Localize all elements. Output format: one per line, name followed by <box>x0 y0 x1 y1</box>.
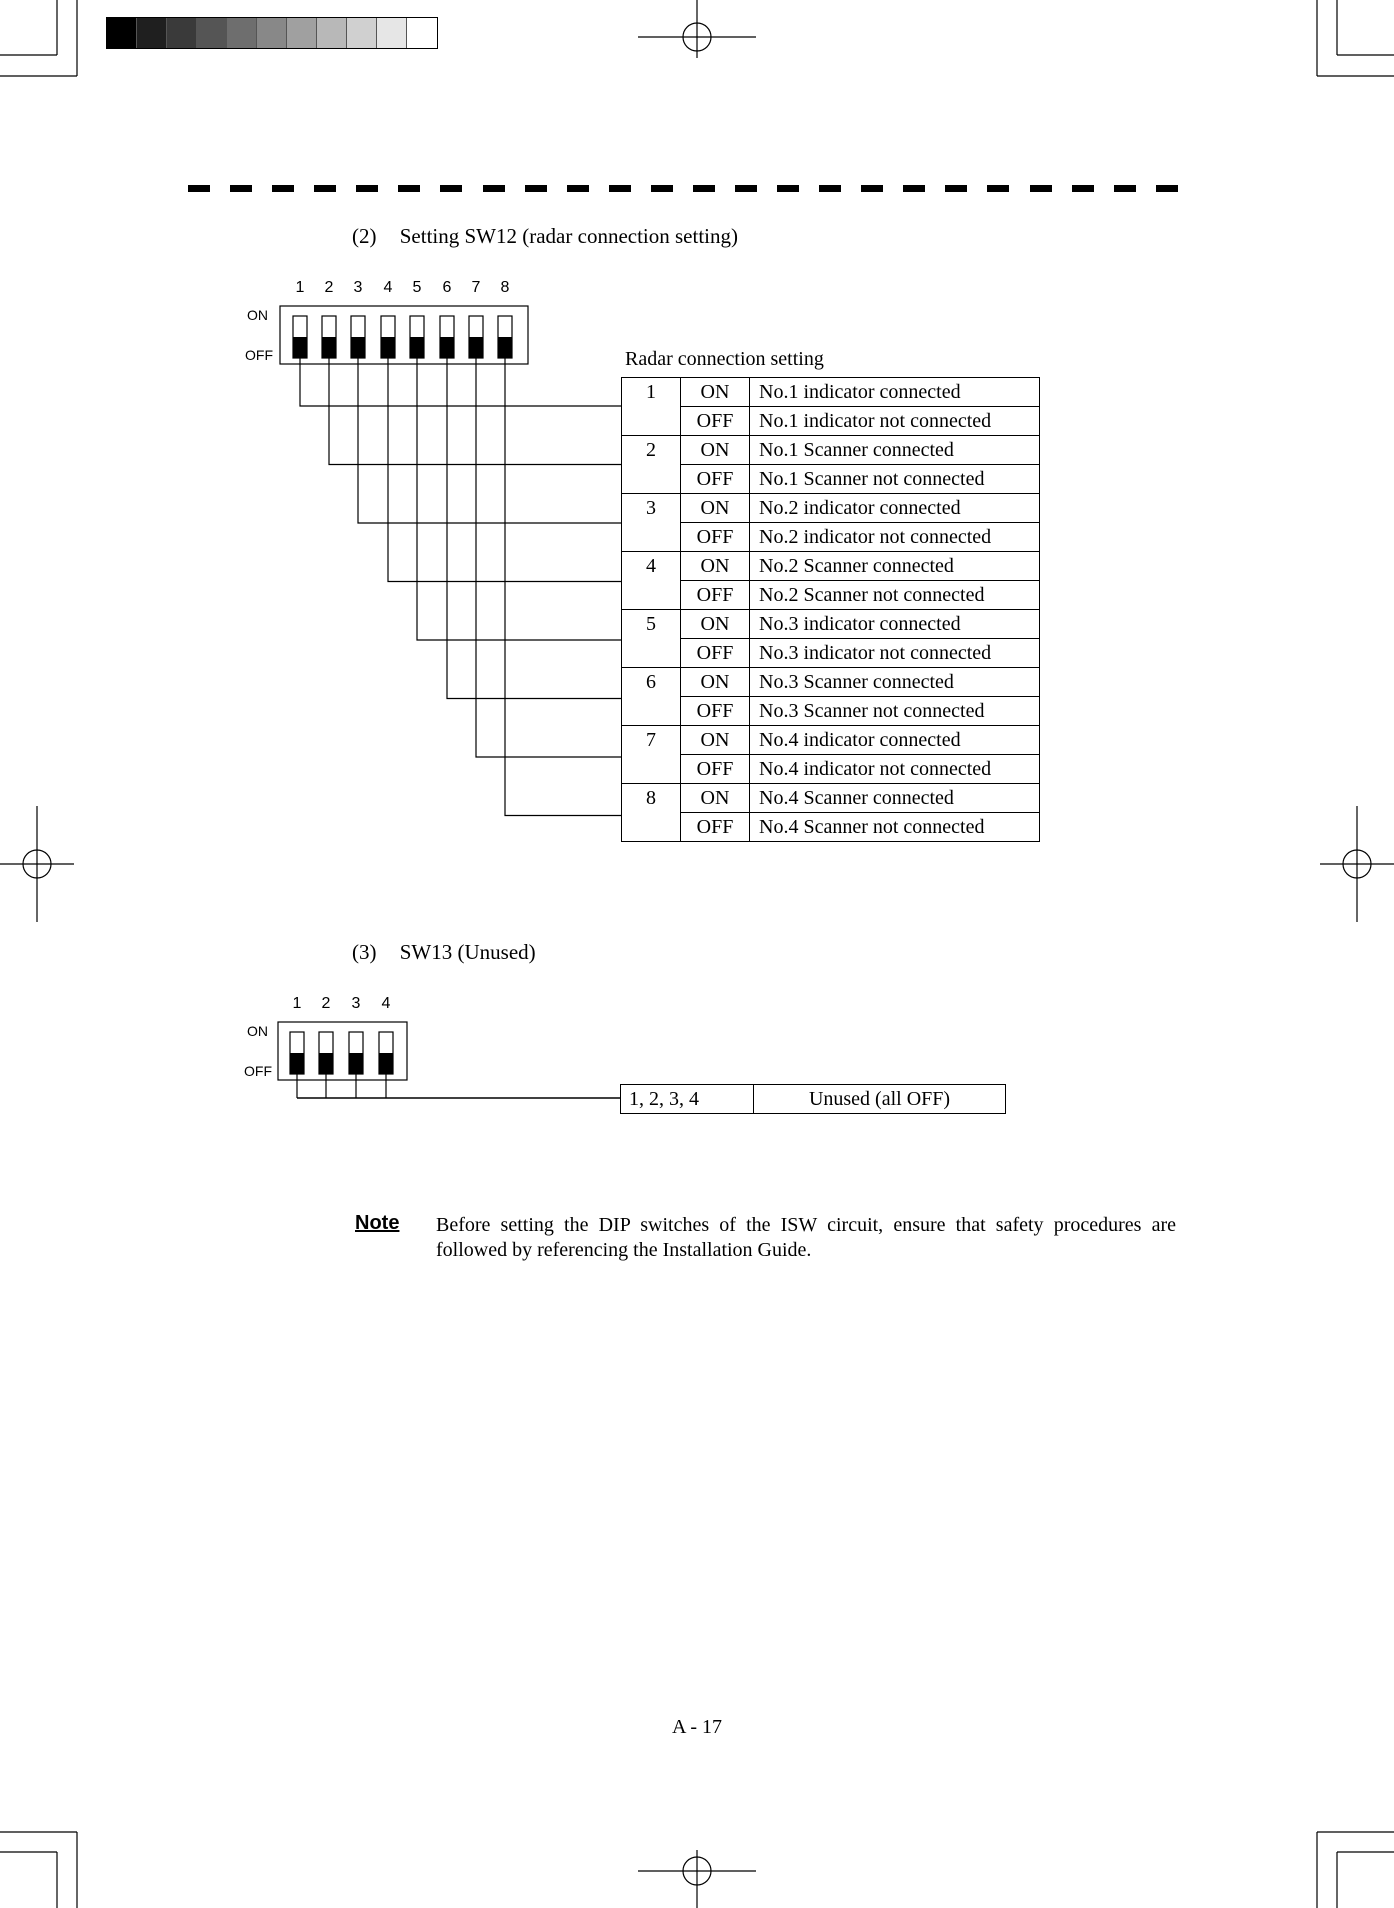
description-cell: No.2 Scanner not connected <box>750 581 1040 610</box>
state-cell: OFF <box>681 581 750 610</box>
description-cell: No.1 indicator connected <box>750 378 1040 407</box>
note-text: Before setting the DIP switches of the ISW circuit, ensure that safety procedures are followed by referencing the Installation Guide. <box>436 1214 1176 1261</box>
state-cell: ON <box>681 784 750 813</box>
switch-number-label: 3 <box>351 995 361 1012</box>
switch-number-label: 8 <box>500 279 510 296</box>
dip-switch-actuator <box>349 1053 363 1074</box>
switch-number-label: 6 <box>442 279 452 296</box>
state-cell: ON <box>681 436 750 465</box>
switch-number-cell: 4 <box>622 552 681 581</box>
sw13-setting-row <box>621 1085 1006 1114</box>
switch-number-label: 2 <box>321 995 331 1012</box>
switch-number-label: 1 <box>295 279 305 296</box>
switch-number-label: 1 <box>292 995 302 1012</box>
state-cell: ON <box>681 726 750 755</box>
state-cell: OFF <box>681 813 750 842</box>
dip-switch-actuator <box>379 1053 393 1074</box>
switch-number-cell: 1 <box>622 378 681 407</box>
state-cell: OFF <box>681 755 750 784</box>
sw13-heading-title: SW13 (Unused) <box>399 940 536 964</box>
description-cell: No.4 Scanner not connected <box>750 813 1040 842</box>
dip-switch-actuator <box>319 1053 333 1074</box>
switch-number-label: 4 <box>383 279 393 296</box>
state-cell: OFF <box>681 407 750 436</box>
state-cell: OFF <box>681 697 750 726</box>
switch-number-cell: 6 <box>622 668 681 697</box>
description-cell: No.3 indicator not connected <box>750 639 1040 668</box>
switch-number-label: 3 <box>353 279 363 296</box>
description-cell: No.1 indicator not connected <box>750 407 1040 436</box>
sw13-switches-cell: 1, 2, 3, 4 <box>621 1085 754 1114</box>
switch-number-cell: 7 <box>622 726 681 755</box>
sw13-heading-number: (3) <box>352 940 377 964</box>
sw12-heading-number: (2) <box>352 224 377 248</box>
switch-number-label: 7 <box>471 279 481 296</box>
description-cell: No.4 indicator connected <box>750 726 1040 755</box>
state-cell: ON <box>681 668 750 697</box>
radar-table-title: Radar connection setting <box>625 348 824 370</box>
description-cell: No.1 Scanner connected <box>750 436 1040 465</box>
switch-number-label: 5 <box>412 279 422 296</box>
state-cell: OFF <box>681 523 750 552</box>
description-cell: No.4 Scanner connected <box>750 784 1040 813</box>
sw13-setting-cell: Unused (all OFF) <box>754 1085 1006 1114</box>
switch-number-label: 2 <box>324 279 334 296</box>
sw12-heading-title: Setting SW12 (radar connection setting) <box>399 224 738 248</box>
state-cell: ON <box>681 378 750 407</box>
state-cell: ON <box>681 552 750 581</box>
state-cell: ON <box>681 610 750 639</box>
switch-number-label: 4 <box>381 995 391 1012</box>
note-label: Note <box>355 1212 400 1234</box>
switch-number-cell: 8 <box>622 784 681 813</box>
switch-number-cell: 2 <box>622 436 681 465</box>
state-cell: OFF <box>681 639 750 668</box>
state-cell: ON <box>681 494 750 523</box>
switch-number-cell: 5 <box>622 610 681 639</box>
page-number: A - 17 <box>672 1716 722 1738</box>
sw12-on-label: ON <box>247 307 268 323</box>
sw13-on-label: ON <box>247 1023 268 1039</box>
dip-switch-actuator <box>290 1053 304 1074</box>
sw13-off-label: OFF <box>244 1063 272 1079</box>
description-cell: No.3 indicator connected <box>750 610 1040 639</box>
description-cell: No.1 Scanner not connected <box>750 465 1040 494</box>
description-cell: No.2 Scanner connected <box>750 552 1040 581</box>
description-cell: No.3 Scanner not connected <box>750 697 1040 726</box>
state-cell: OFF <box>681 465 750 494</box>
sw13-setting-table <box>620 1084 1006 1114</box>
sw12-off-label: OFF <box>245 347 273 363</box>
description-cell: No.2 indicator connected <box>750 494 1040 523</box>
description-cell: No.3 Scanner connected <box>750 668 1040 697</box>
switch-number-cell: 3 <box>622 494 681 523</box>
description-cell: No.4 indicator not connected <box>750 755 1040 784</box>
description-cell: No.2 indicator not connected <box>750 523 1040 552</box>
